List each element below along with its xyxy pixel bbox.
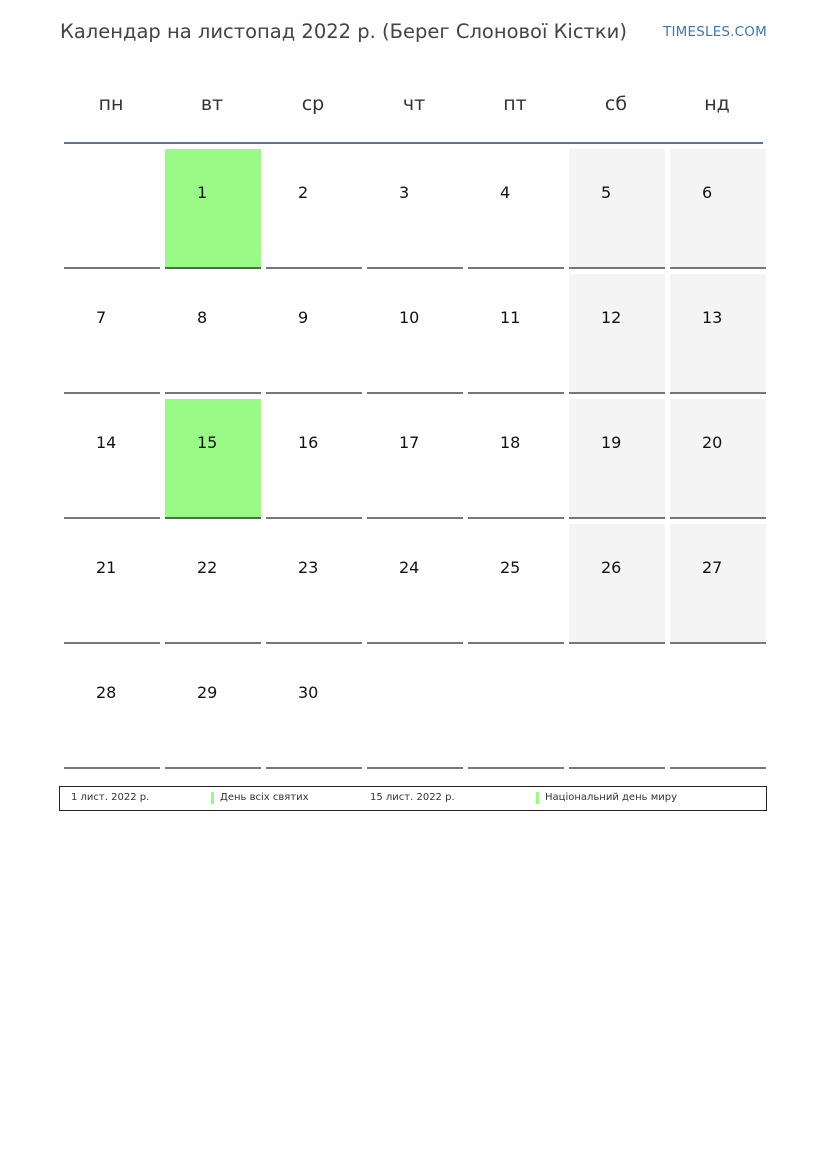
day-number: 4 (500, 183, 511, 202)
day-number: 1 (197, 183, 208, 202)
day-cell-holiday (165, 149, 261, 269)
day-cell (64, 524, 160, 644)
day-number: 28 (96, 683, 117, 702)
weekday-fri: пт (503, 93, 527, 115)
weekday-mon: пн (98, 93, 124, 115)
day-cell (165, 274, 261, 394)
day-number: 5 (601, 183, 612, 202)
day-cell (468, 149, 564, 269)
day-number: 21 (96, 558, 117, 577)
day-cell (367, 399, 463, 519)
day-cell (670, 649, 766, 769)
day-cell (64, 399, 160, 519)
legend-holiday-marker (211, 792, 214, 804)
day-number: 16 (298, 433, 319, 452)
day-number: 30 (298, 683, 319, 702)
day-cell-weekend (670, 524, 766, 644)
day-cell (468, 649, 564, 769)
day-cell (266, 524, 362, 644)
legend-holiday-name: Національний день миру (545, 792, 678, 803)
day-cell (468, 399, 564, 519)
day-cell (266, 274, 362, 394)
day-number: 25 (500, 558, 521, 577)
day-cell (266, 649, 362, 769)
day-cell (367, 274, 463, 394)
calendar-grid (64, 149, 764, 769)
day-cell-holiday (165, 399, 261, 519)
day-cell-weekend (670, 274, 766, 394)
day-cell-weekend (569, 524, 665, 644)
day-number: 14 (96, 433, 117, 452)
day-number: 29 (197, 683, 218, 702)
day-number: 7 (96, 308, 107, 327)
weekday-tue: вт (200, 93, 224, 115)
day-cell (165, 524, 261, 644)
day-cell-weekend (670, 149, 766, 269)
day-number: 13 (702, 308, 723, 327)
day-number: 15 (197, 433, 218, 452)
legend-date: 15 лист. 2022 р. (370, 792, 455, 803)
header-divider (64, 142, 763, 144)
day-cell (367, 524, 463, 644)
day-cell (64, 649, 160, 769)
day-cell (468, 274, 564, 394)
day-number: 18 (500, 433, 521, 452)
day-number: 3 (399, 183, 410, 202)
day-cell-weekend (569, 149, 665, 269)
weekday-sat: сб (604, 93, 628, 115)
day-cell-weekend (569, 274, 665, 394)
day-cell (64, 274, 160, 394)
day-number: 20 (702, 433, 723, 452)
legend-date: 1 лист. 2022 р. (71, 792, 150, 803)
day-number: 24 (399, 558, 420, 577)
day-number: 27 (702, 558, 723, 577)
day-cell-weekend (569, 399, 665, 519)
day-cell (367, 649, 463, 769)
day-number: 11 (500, 308, 521, 327)
weekday-sun: нд (704, 93, 730, 115)
day-cell (468, 524, 564, 644)
day-number: 23 (298, 558, 319, 577)
legend-holiday-name: День всіх святих (220, 792, 309, 803)
day-number: 22 (197, 558, 218, 577)
day-number: 17 (399, 433, 420, 452)
day-number: 26 (601, 558, 622, 577)
weekday-wed: ср (301, 93, 325, 115)
day-cell (266, 399, 362, 519)
day-cell (569, 649, 665, 769)
day-cell (367, 149, 463, 269)
day-number: 19 (601, 433, 622, 452)
holiday-legend (59, 786, 767, 811)
day-cell-weekend (670, 399, 766, 519)
day-number: 12 (601, 308, 622, 327)
day-number: 8 (197, 308, 208, 327)
day-cell (266, 149, 362, 269)
day-number: 2 (298, 183, 309, 202)
page-title: Календар на листопад 2022 р. (Берег Слонової Кістки) (60, 20, 627, 43)
day-number: 9 (298, 308, 309, 327)
weekday-thu: чт (402, 93, 426, 115)
day-cell (165, 649, 261, 769)
day-cell (64, 149, 160, 269)
site-link[interactable]: TIMESLES.COM (663, 24, 767, 40)
day-number: 10 (399, 308, 420, 327)
legend-holiday-marker (536, 792, 539, 804)
weekday-header (63, 90, 763, 120)
day-number: 6 (702, 183, 713, 202)
